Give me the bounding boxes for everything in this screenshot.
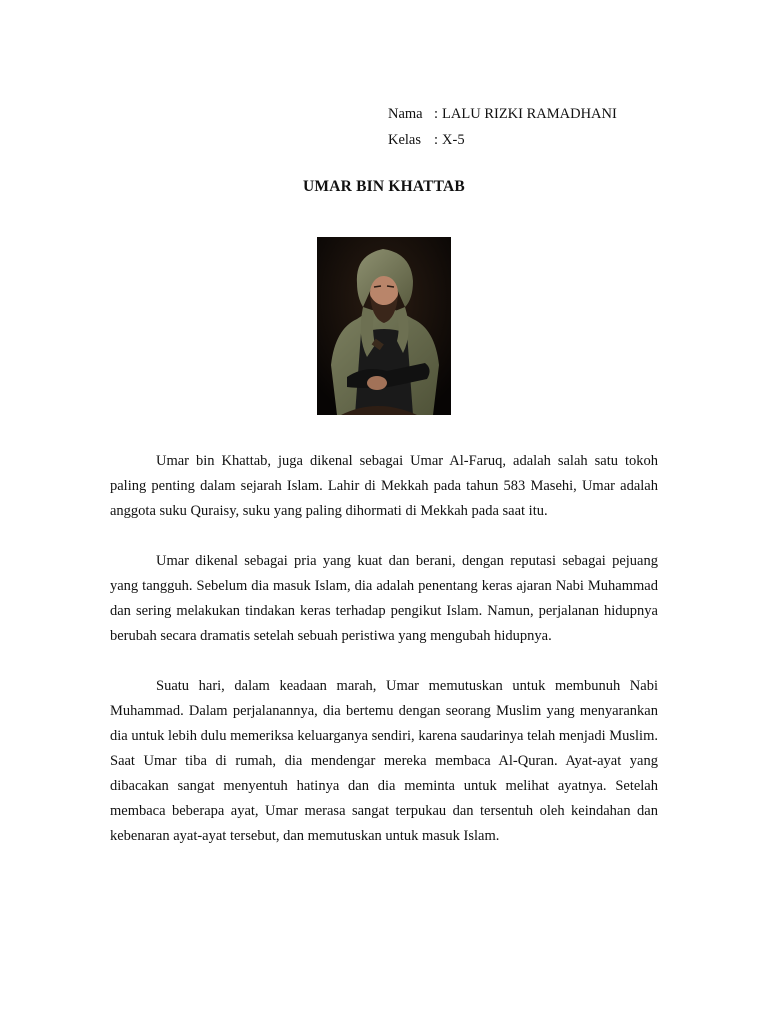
paragraph-2: Umar dikenal sebagai pria yang kuat dan berani, dengan reputasi sebagai pejuang yang tangguh. Sebelum dia masuk Islam, dia adalah penentang keras ajaran Nabi Muhammad dan sering melakukan tindakan keras terhadap pengikut Islam. Namun, perjalanan hidupnya berubah secara dramatis setelah sebuah peristiwa yang mengubah hidupnya.	[110, 553, 658, 644]
name-label: Nama	[388, 106, 423, 122]
student-info	[388, 101, 617, 153]
name-separator: :	[434, 106, 439, 122]
portrait-of-umar-image	[317, 237, 451, 415]
class-value: X-5	[442, 132, 465, 148]
class-separator: :	[434, 132, 439, 148]
name-row	[388, 101, 617, 127]
essay-body	[110, 449, 658, 874]
class-row	[388, 127, 617, 153]
paragraph-3: Suatu hari, dalam keadaan marah, Umar memutuskan untuk membunuh Nabi Muhammad. Dalam perjalanannya, dia bertemu dengan seorang Muslim yang menyarankan dia untuk lebih dulu memeriksa keluarganya sendiri, karena saudarinya telah menjadi Muslim. Saat Umar tiba di rumah, dia mendengar mereka membaca Al-Quran. Ayat-ayat yang dibacakan sangat menyentuh hatinya dan dia meminta untuk melihat ayatnya. Setelah membaca beberapa ayat, Umar merasa sangat terpukau dan tersentuh oleh keindahan dan kebenaran ayat-ayat tersebut, dan memutuskan untuk masuk Islam.	[110, 678, 658, 844]
class-label: Kelas	[388, 132, 422, 148]
page-title: UMAR BIN KHATTAB	[303, 178, 465, 195]
name-value: LALU RIZKI RAMADHANI	[442, 106, 617, 122]
paragraph-1: Umar bin Khattab, juga dikenal sebagai Umar Al-Faruq, adalah salah satu tokoh paling penting dalam sejarah Islam. Lahir di Mekkah pada tahun 583 Masehi, Umar adalah anggota suku Quraisy, suku yang paling dihormati di Mekkah pada saat itu.	[110, 453, 658, 519]
